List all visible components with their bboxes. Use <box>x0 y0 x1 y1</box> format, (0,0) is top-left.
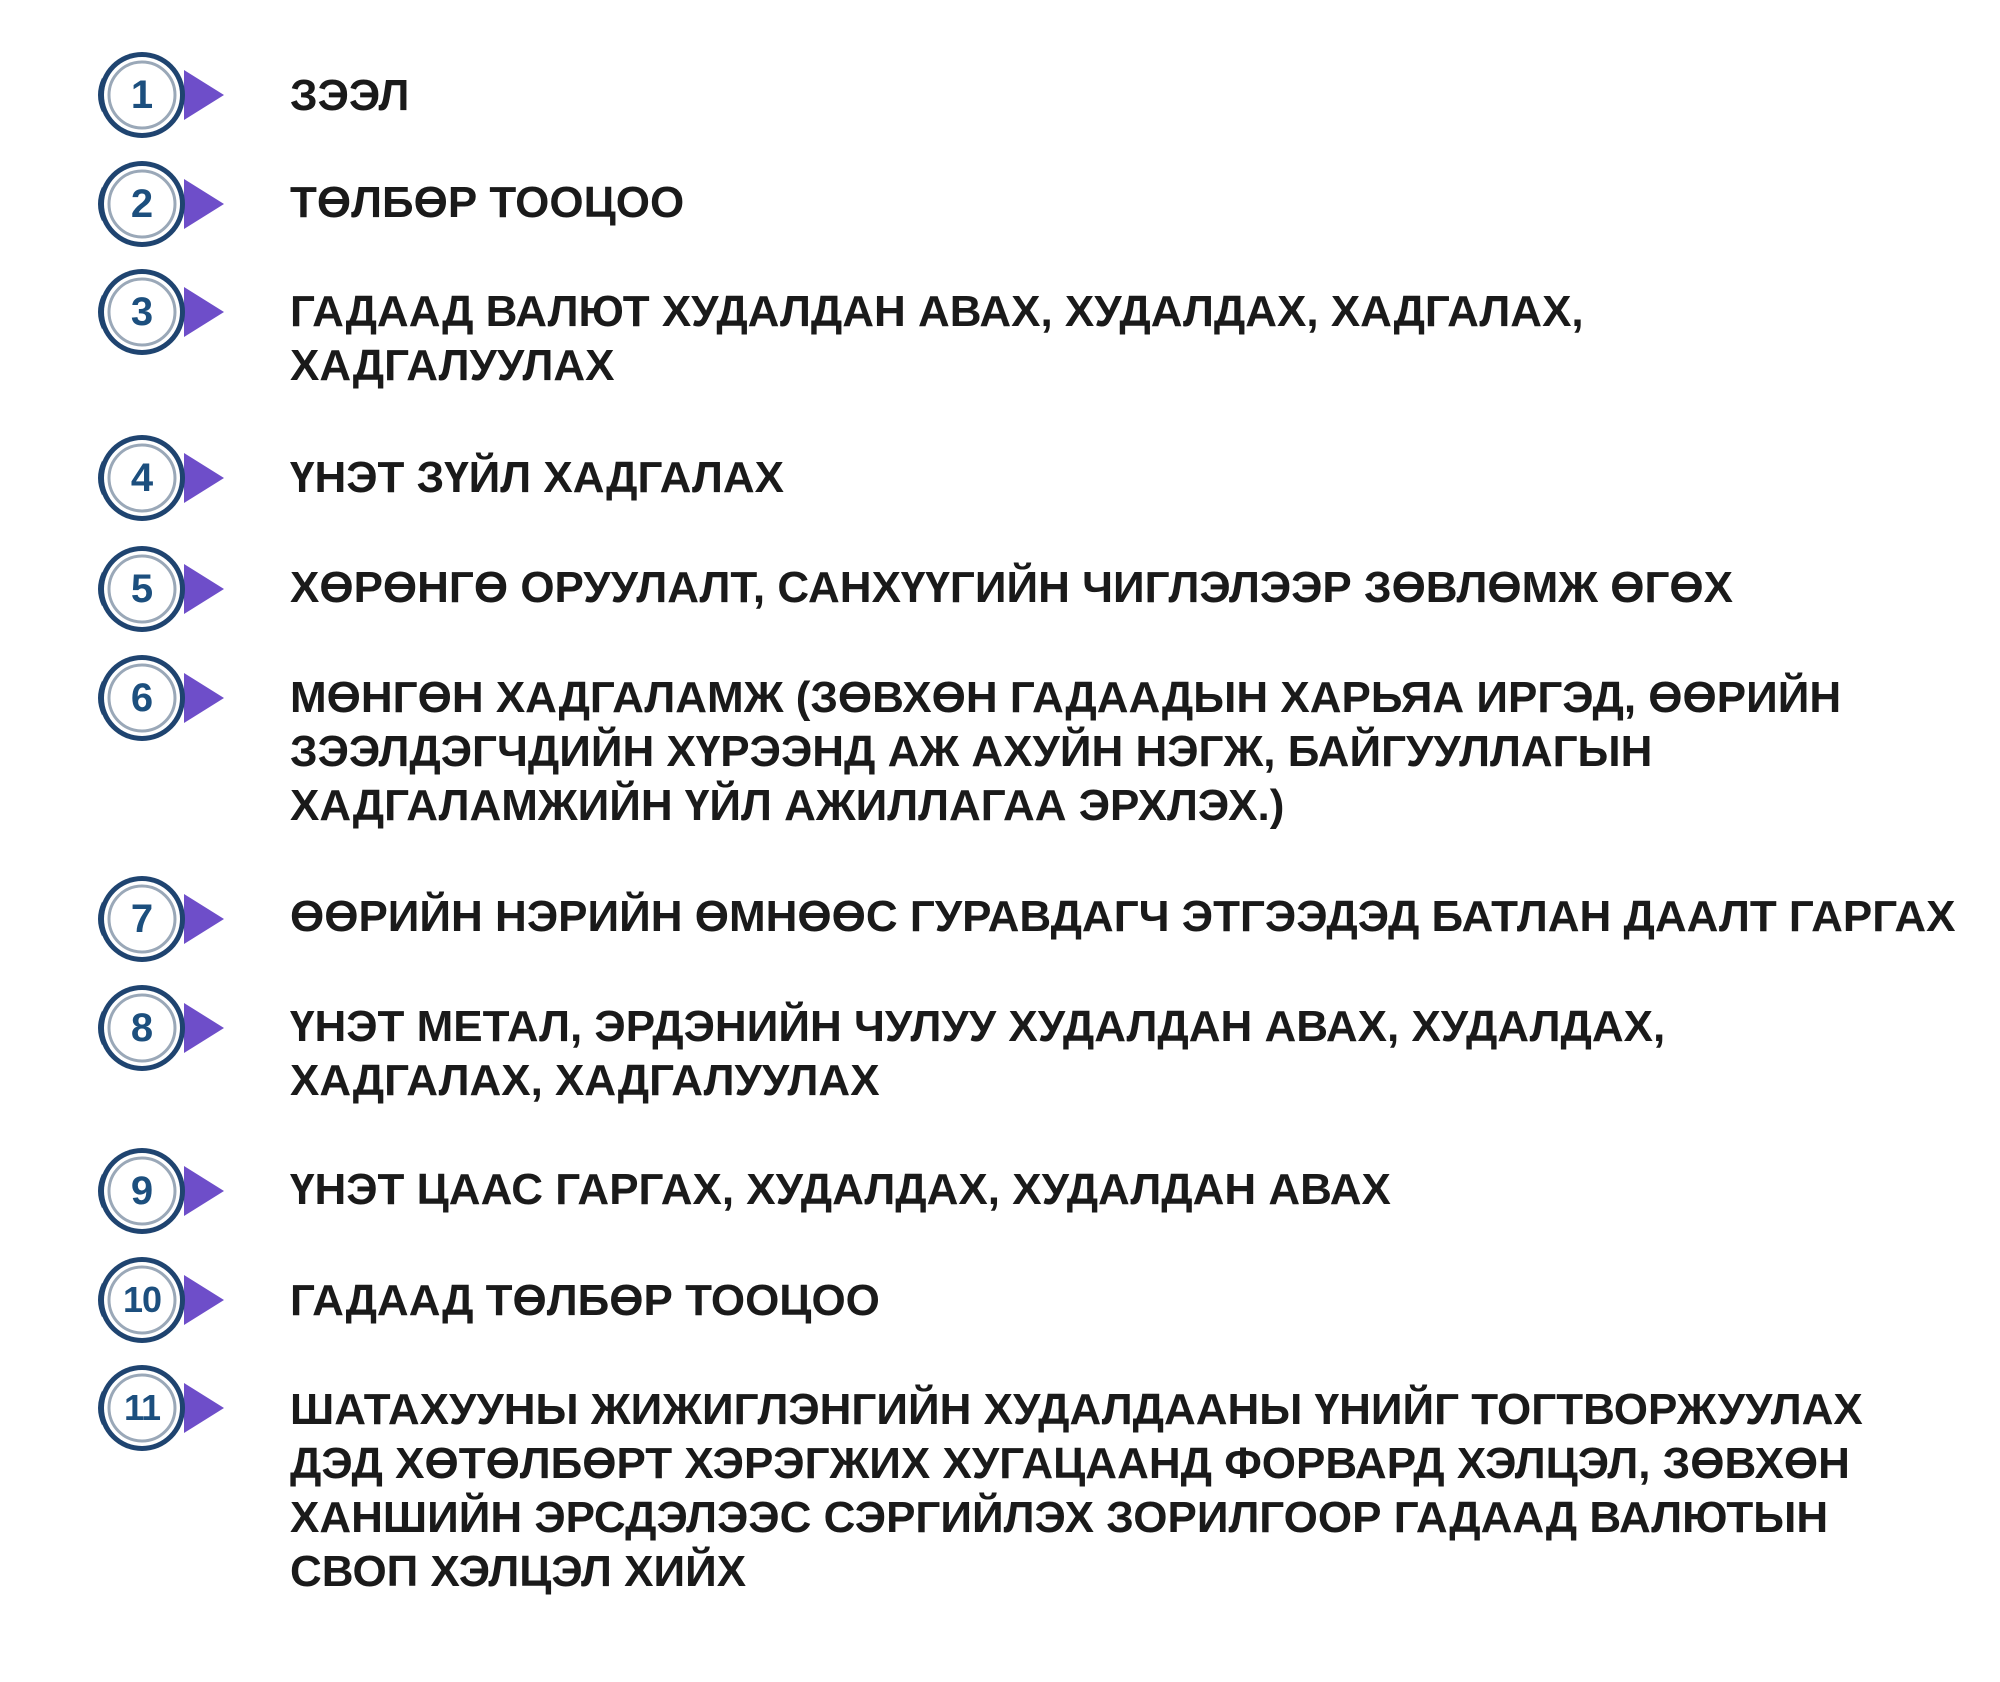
number-badge <box>88 423 228 533</box>
item-text: ҮНЭТ МЕТАЛ, ЭРДЭНИЙН ЧУЛУУ ХУДАЛДАН АВАХ, ХУДАЛДАХ, ХАДГАЛАХ, ХАДГАЛУУЛАХ <box>290 1002 1666 1105</box>
badge-number: 3 <box>130 290 154 334</box>
number-badge <box>88 973 228 1083</box>
number-badge <box>88 534 228 644</box>
item-text: ШАТАХУУНЫ ЖИЖИГЛЭНГИЙН ХУДАЛДААНЫ ҮНИЙГ ТОГТВОРЖУУЛАХ ДЭД ХӨТӨЛБӨРТ ХЭРЭГЖИХ ХУГАЦААНД ФОРВАРД ХЭЛЦЭЛ, ЗӨВХӨН ХАНШИЙН ЭРСДЭЛЭЭС СЭРГИЙЛЭХ ЗОРИЛГООР ГАДААД ВАЛЮТЫН СВОП ХЭЛЦЭЛ ХИЙХ <box>290 1385 1863 1596</box>
item-text: МӨНГӨН ХАДГАЛАМЖ (ЗӨВХӨН ГАДААДЫН ХАРЬЯА ИРГЭД, ӨӨРИЙН ЗЭЭЛДЭГЧДИЙН ХҮРЭЭНД АЖ АХУЙН НЭГЖ, БАЙГУУЛЛАГЫН ХАДГАЛАМЖИЙН ҮЙЛ АЖИЛЛАГАА ЭРХЛЭХ.) <box>290 673 1842 830</box>
number-badge <box>88 643 228 753</box>
badge-number: 7 <box>130 897 154 941</box>
item-text: ХӨРӨНГӨ ОРУУЛАЛТ, САНХҮҮГИЙН ЧИГЛЭЛЭЭР ЗӨВЛӨМЖ ӨГӨХ <box>290 563 1733 612</box>
badge-number: 10 <box>122 1279 162 1320</box>
number-badge <box>88 149 228 259</box>
item-text: ӨӨРИЙН НЭРИЙН ӨМНӨӨС ГУРАВДАГЧ ЭТГЭЭДЭД БАТЛАН ДААЛТ ГАРГАХ <box>290 892 1956 941</box>
number-badge <box>88 1245 228 1355</box>
badge-number: 1 <box>130 73 154 117</box>
badge-number: 9 <box>130 1169 154 1213</box>
item-text: ГАДААД ВАЛЮТ ХУДАЛДАН АВАХ, ХУДАЛДАХ, ХАДГАЛАХ, ХАДГАЛУУЛАХ <box>290 287 1584 390</box>
item-text: ГАДААД ТӨЛБӨР ТООЦОО <box>290 1276 880 1325</box>
number-badge <box>88 864 228 974</box>
badge-number: 6 <box>130 676 154 720</box>
badge-number: 4 <box>130 456 154 500</box>
item-text: ҮНЭТ ЦААС ГАРГАХ, ХУДАЛДАХ, ХУДАЛДАН АВАХ <box>290 1165 1391 1214</box>
number-badge <box>88 40 228 150</box>
number-badge <box>88 1136 228 1246</box>
badge-number: 2 <box>130 182 154 226</box>
badge-number: 8 <box>130 1006 154 1050</box>
item-text: ТӨЛБӨР ТООЦОО <box>290 178 685 227</box>
item-text: ҮНЭТ ЗҮЙЛ ХАДГАЛАХ <box>290 453 784 502</box>
number-badge <box>88 1353 228 1463</box>
badge-number: 5 <box>130 567 154 611</box>
item-text: ЗЭЭЛ <box>290 71 410 120</box>
number-badge <box>88 257 228 367</box>
badge-number: 11 <box>123 1387 161 1428</box>
